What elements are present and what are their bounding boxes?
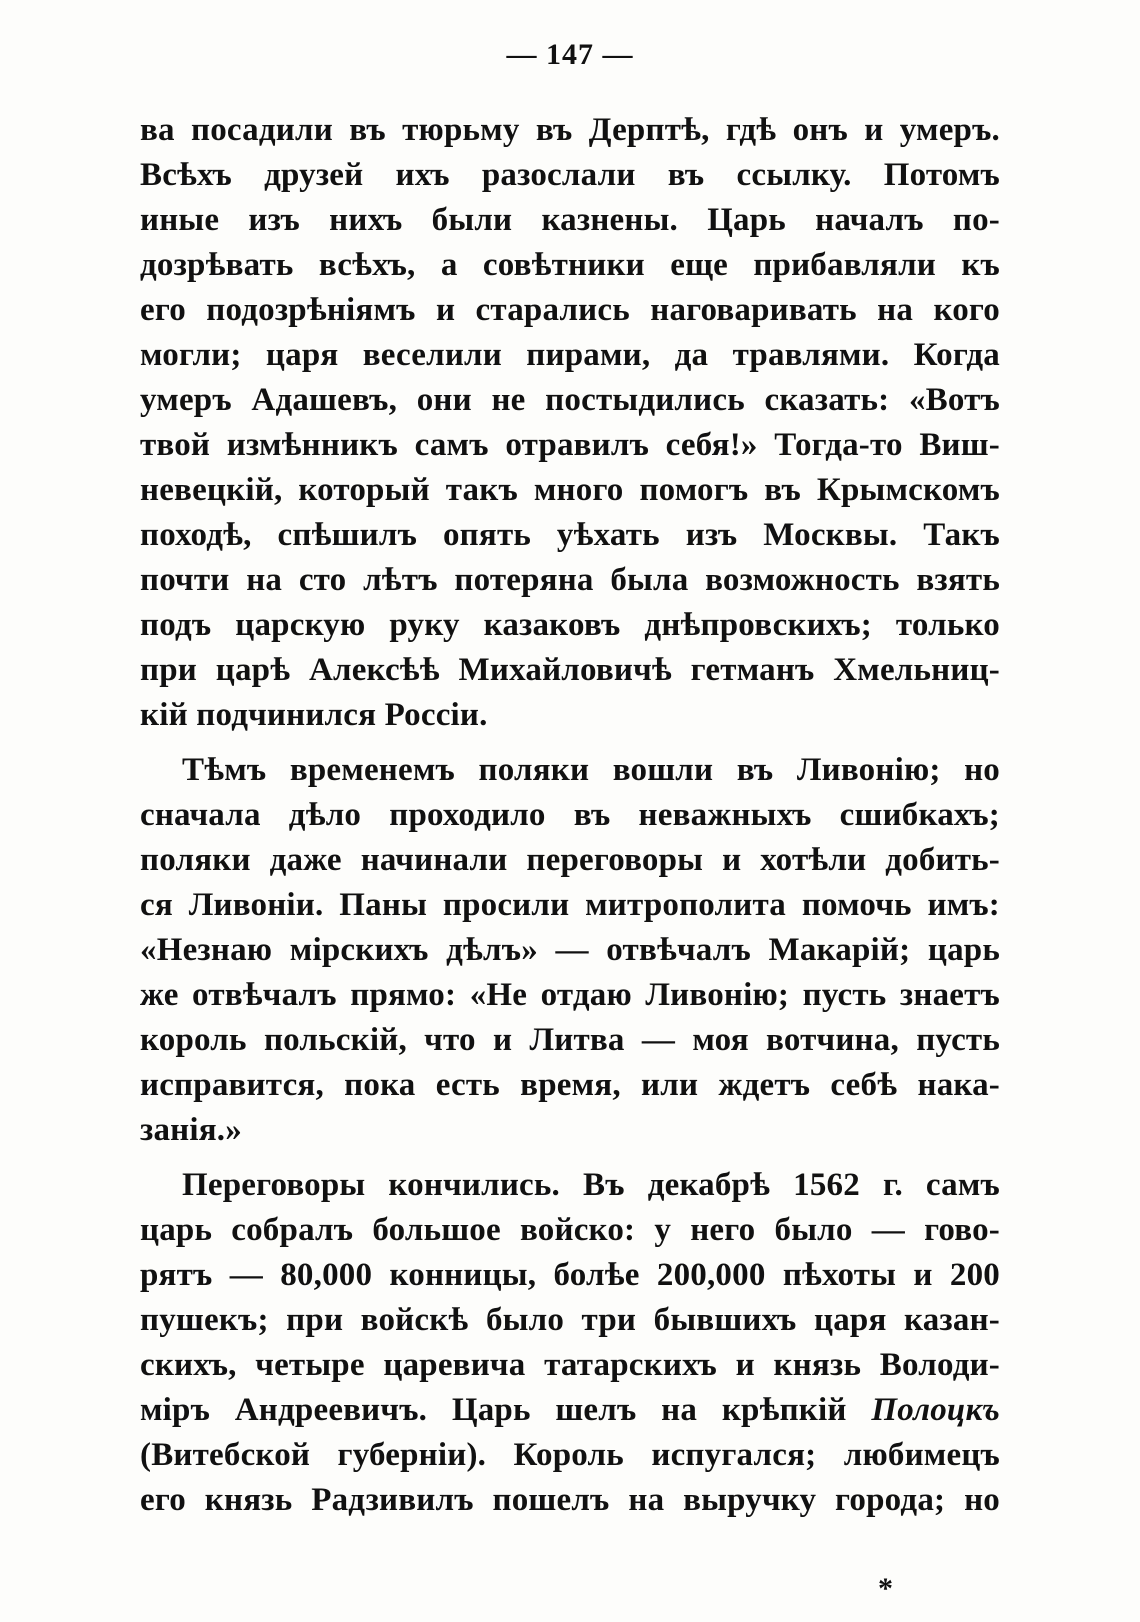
text-line: исправится, пока есть время, или ждетъ себѣ нака-	[140, 1067, 1000, 1103]
text-line: при царѣ Алексѣѣ Михайловичѣ гетманъ Хмельниц-	[140, 652, 1000, 688]
text-line: его князь Радзивилъ пошелъ на выручку города; но	[140, 1482, 1000, 1518]
paragraph-3	[140, 1163, 1000, 1523]
text-line: сначала дѣло проходило въ неважныхъ сшибкахъ;	[140, 797, 1000, 833]
text-line: невецкій, который такъ много помогъ въ Крымскомъ	[140, 472, 1000, 508]
text-line: «Незнаю мірскихъ дѣлъ» — отвѣчалъ Макарій; царь	[140, 932, 1000, 968]
text-line: умеръ Адашевъ, они не постыдились сказать: «Вотъ	[140, 382, 1000, 418]
text-body	[140, 108, 1000, 1523]
text-line: кій подчинился Россіи.	[140, 697, 488, 733]
text-line: пушекъ; при войскѣ было три бывшихъ царя казан-	[140, 1302, 1000, 1338]
text-line: Всѣхъ друзей ихъ разослали въ ссылку. Потомъ	[140, 157, 1000, 193]
text-line: его подозрѣніямъ и старались наговаривать на кого	[140, 292, 1000, 328]
text-line: же отвѣчалъ прямо: «Не отдаю Ливонію; пусть знаетъ	[140, 977, 1000, 1013]
text-line: ва посадили въ тюрьму въ Дерптѣ, гдѣ онъ и умеръ.	[140, 112, 1000, 148]
text-line-with-italic	[140, 1388, 1000, 1433]
paragraph-2	[140, 748, 1000, 1153]
text-line: рятъ — 80,000 конницы, болѣе 200,000 пѣхоты и 200	[140, 1257, 1000, 1293]
signature-mark: *	[878, 1572, 893, 1605]
text-line: поляки даже начинали переговоры и хотѣли добить-	[140, 842, 1000, 878]
text-line: Тѣмъ временемъ поляки вошли въ Ливонію; но	[182, 752, 1000, 788]
text-line: могли; царя веселили пирами, да травлями. Когда	[140, 337, 1000, 373]
text-line: подъ царскую руку казаковъ днѣпровскихъ; только	[140, 607, 1000, 643]
text-line: почти на сто лѣтъ потеряна была возможность взять	[140, 562, 1000, 598]
text-line: иные изъ нихъ были казнены. Царь началъ по-	[140, 202, 1000, 238]
paragraph-1	[140, 108, 1000, 738]
text-line: дозрѣвать всѣхъ, а совѣтники еще прибавляли къ	[140, 247, 1000, 283]
text-line: занія.»	[140, 1112, 242, 1148]
paragraph-gap	[140, 738, 1000, 748]
text-line: твой измѣнникъ самъ отравилъ себя!» Тогда-то Виш-	[140, 427, 1000, 463]
text-line: (Витебской губерніи). Король испугался; любимецъ	[140, 1437, 1000, 1473]
page-number: — 147 —	[506, 38, 634, 71]
text-line: ся Ливоніи. Паны просили митрополита помочь имъ:	[140, 887, 1000, 923]
italic-place-name: Полоцкъ	[871, 1392, 1000, 1428]
text-line: скихъ, четыре царевича татарскихъ и князь Володи-	[140, 1347, 1000, 1383]
text-line: король польскій, что и Литва — моя вотчина, пусть	[140, 1022, 1000, 1058]
text-line: царь собралъ большое войско: у него было — гово-	[140, 1212, 1000, 1248]
text-line: походѣ, спѣшилъ опять уѣхать изъ Москвы. Такъ	[140, 517, 1000, 553]
text-segment: міръ Андреевичъ. Царь шелъ на крѣпкій	[140, 1392, 847, 1428]
text-line: Переговоры кончились. Въ декабрѣ 1562 г. самъ	[182, 1167, 1000, 1203]
paragraph-gap	[140, 1153, 1000, 1163]
